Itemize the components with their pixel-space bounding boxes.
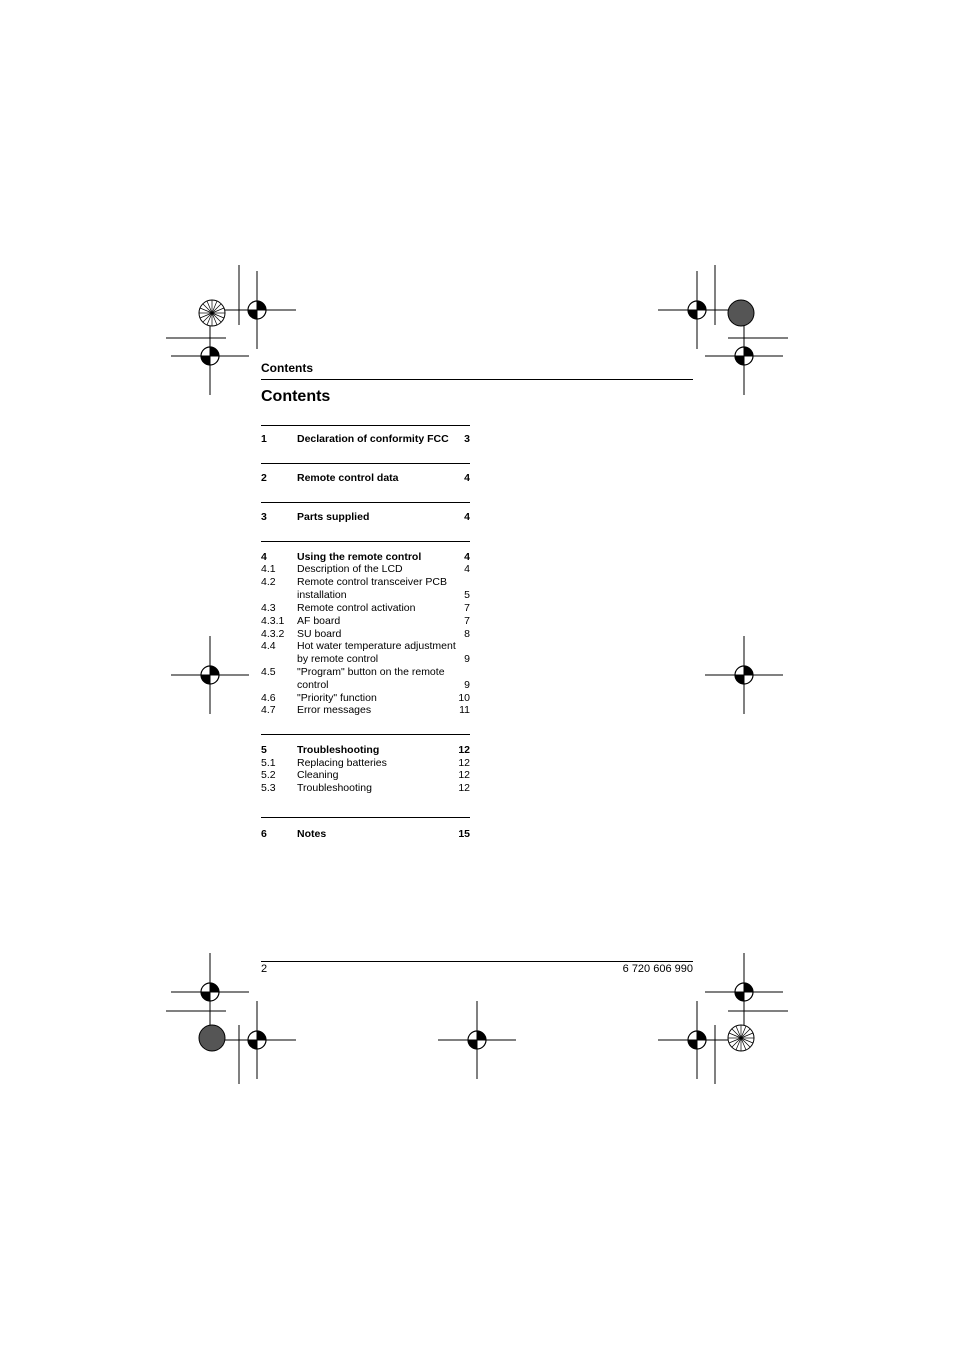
toc-title: "Priority" function: [297, 692, 377, 704]
toc-title: Declaration of conformity FCC: [297, 433, 449, 445]
toc-title: Remote control data: [297, 472, 399, 484]
toc-page: 11: [459, 704, 470, 716]
toc-title: Using the remote control: [297, 551, 422, 563]
toc-page: 3: [464, 433, 470, 445]
toc-title: Notes: [297, 828, 327, 840]
toc-title: AF board: [297, 615, 341, 627]
toc-page: 12: [458, 782, 470, 794]
toc-number: 5: [261, 744, 267, 756]
toc-number: 4.3.2: [261, 628, 285, 640]
toc-page: 12: [458, 769, 470, 781]
toc-number: 3: [261, 511, 267, 523]
toc-number: 5.3: [261, 782, 276, 794]
toc-page: 12: [458, 757, 470, 769]
toc-page: 4: [464, 472, 470, 484]
toc-page: 4: [464, 511, 470, 523]
toc-number: 5.2: [261, 769, 276, 781]
toc-number: 2: [261, 472, 267, 484]
toc-page: 12: [458, 744, 470, 756]
toc-page: 7: [464, 602, 470, 614]
toc-title: control: [297, 679, 329, 691]
toc-page: 7: [464, 615, 470, 627]
toc-title: by remote control: [297, 653, 379, 665]
toc-page: 10: [458, 692, 470, 704]
toc-page: 9: [464, 679, 470, 691]
toc-number: 6: [261, 828, 267, 840]
toc-number: 4: [261, 551, 267, 563]
toc-page: 15: [458, 828, 470, 840]
toc-number: 4.6: [261, 692, 276, 704]
toc-title: Replacing batteries: [297, 757, 387, 769]
toc-page: 9: [464, 653, 470, 665]
toc-title: Remote control transceiver PCB: [297, 576, 447, 588]
toc-number: 1: [261, 433, 267, 445]
toc-title: Troubleshooting: [297, 782, 372, 794]
toc-title: Description of the LCD: [297, 563, 403, 575]
toc-title: Parts supplied: [297, 511, 370, 523]
toc-page: 4: [464, 551, 470, 563]
toc-number: 4.5: [261, 666, 276, 678]
toc-title: Troubleshooting: [297, 744, 380, 756]
footer-document-code: 6 720 606 990: [622, 963, 693, 975]
toc-number: 4.4: [261, 640, 276, 652]
toc-title: Error messages: [297, 704, 372, 716]
toc-number: 4.3.1: [261, 615, 285, 627]
toc-title: Remote control activation: [297, 602, 416, 614]
toc-number: 4.1: [261, 563, 276, 575]
page-title: Contents: [261, 388, 331, 405]
toc-title: SU board: [297, 628, 342, 640]
toc-title: "Program" button on the remote: [297, 666, 445, 678]
toc-title: installation: [297, 589, 347, 601]
footer-rule: [261, 961, 693, 962]
toc-number: 4.7: [261, 704, 276, 716]
toc-title: Cleaning: [297, 769, 339, 781]
toc-page: 4: [464, 563, 470, 575]
toc-number: 5.1: [261, 757, 276, 769]
running-header: Contents: [261, 361, 313, 375]
toc-number: 4.2: [261, 576, 276, 588]
table-of-contents: [261, 0, 470, 1351]
toc-page: 5: [464, 589, 470, 601]
footer-page-number: 2: [261, 963, 268, 975]
toc-page: 8: [464, 628, 470, 640]
toc-title: Hot water temperature adjustment: [297, 640, 456, 652]
toc-number: 4.3: [261, 602, 276, 614]
